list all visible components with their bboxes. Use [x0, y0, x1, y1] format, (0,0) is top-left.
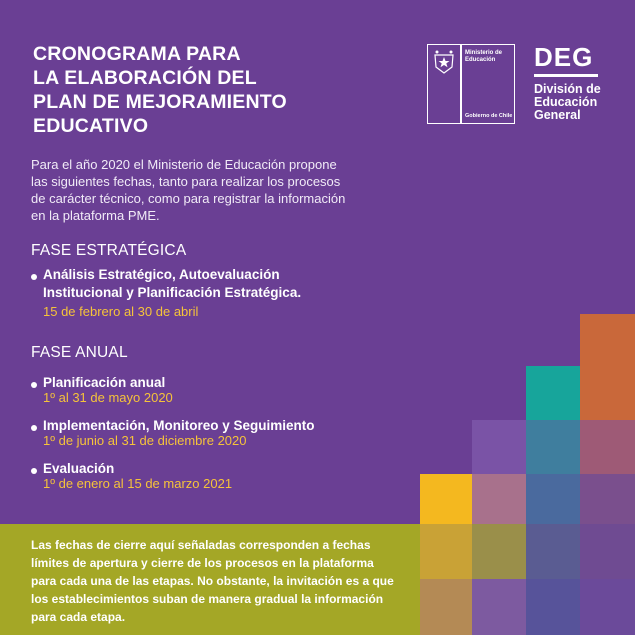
deco-square — [472, 524, 526, 579]
deg-full-line: General — [534, 107, 581, 122]
government-name: Gobierno de Chile — [465, 113, 513, 119]
item-date: 1º de enero al 15 de marzo 2021 — [43, 476, 233, 491]
deco-square — [580, 314, 635, 420]
deg-logo — [534, 44, 601, 122]
item-name: Evaluación — [43, 461, 115, 476]
deco-square — [526, 474, 580, 524]
deco-square — [580, 474, 635, 524]
deco-square — [472, 474, 526, 524]
title-line: PLAN DE MEJORAMIENTO — [33, 91, 287, 113]
deco-square — [472, 420, 526, 474]
item-name: Planificación anual — [43, 375, 166, 390]
deco-square — [580, 579, 635, 635]
bullet-icon — [31, 274, 37, 280]
deco-square — [526, 420, 580, 474]
item-name: Implementación, Monitoreo y Seguimiento — [43, 418, 315, 433]
deco-square — [526, 366, 580, 420]
phase-annual-heading: FASE ANUAL — [31, 344, 128, 361]
logo-divider — [460, 45, 462, 123]
deco-square — [420, 579, 472, 635]
item-name: Análisis Estratégico, Autoevaluación — [43, 267, 280, 282]
deco-square — [526, 524, 580, 579]
phase-strategic-heading: FASE ESTRATÉGICA — [31, 242, 187, 259]
deco-square — [580, 524, 635, 579]
title-line: LA ELABORACIÓN DEL — [33, 67, 257, 89]
deg-full-line: Educación — [534, 94, 598, 109]
deg-abbr: DEG — [534, 42, 594, 72]
item-date: 1º de junio al 31 de diciembre 2020 — [43, 433, 247, 448]
deco-square — [420, 474, 472, 524]
deco-square — [472, 579, 526, 635]
deco-square — [526, 579, 580, 635]
deg-underline — [534, 74, 598, 77]
item-name: Institucional y Planificación Estratégica. — [43, 285, 302, 300]
page-title — [33, 42, 363, 138]
bullet-icon — [31, 425, 37, 431]
title-line: EDUCATIVO — [33, 115, 149, 137]
deco-square — [580, 420, 635, 474]
footer-note: Las fechas de cierre aquí señaladas corresponden a fechas límites de apertura y cierre de los procesos en la plataforma para cada una de las etapas. No obstante, la invitación es a que los establecimientos suban de manera gradual la información para cada etapa. — [31, 538, 394, 624]
intro-text: Para el año 2020 el Ministerio de Educación propone las siguientes fechas, tanto para realizar los procesos de carácter técnico, como para registrar la información en la plataforma PME. — [31, 157, 346, 223]
bullet-icon — [31, 468, 37, 474]
ministry-logo — [427, 44, 515, 124]
coat-of-arms-icon — [432, 49, 456, 75]
bullet-icon — [31, 382, 37, 388]
item-date: 15 de febrero al 30 de abril — [43, 304, 199, 319]
title-line: CRONOGRAMA PARA — [33, 43, 241, 65]
item-date: 1º al 31 de mayo 2020 — [43, 390, 173, 405]
ministry-name: Ministerio de Educación — [465, 50, 503, 63]
deg-full-line: División de — [534, 81, 601, 96]
deco-square — [420, 524, 472, 579]
